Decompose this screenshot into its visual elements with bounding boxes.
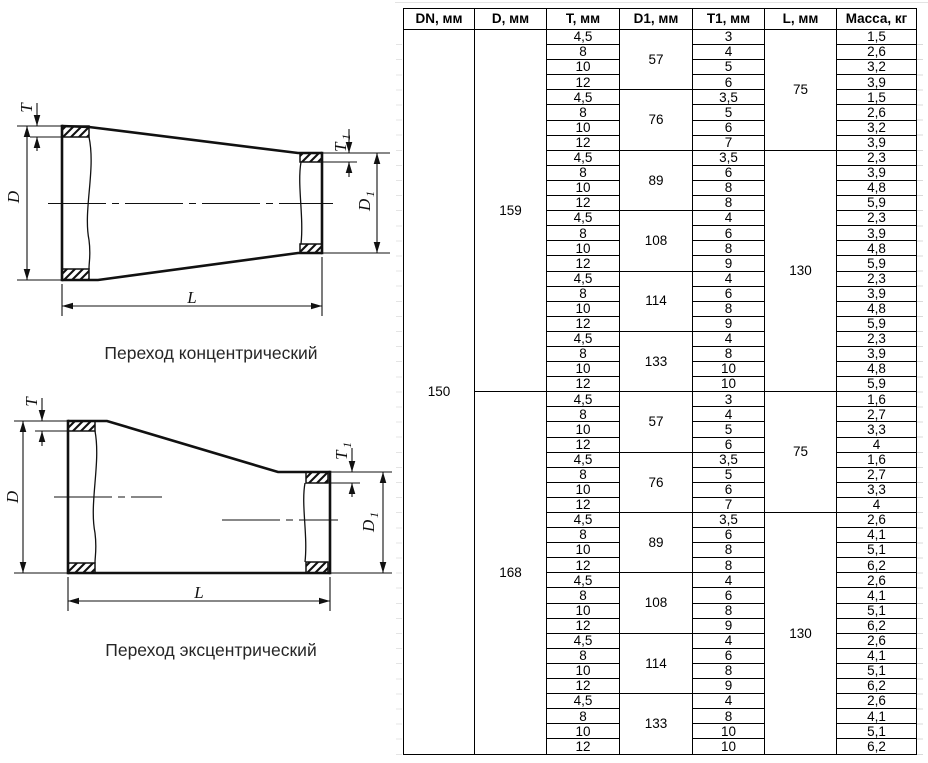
cell-t: 4,5 [547,211,620,226]
cell-t1: 8 [693,663,765,678]
cell-mass: 3,9 [837,75,917,90]
cell-mass: 6,2 [837,618,917,633]
dimensions-table [403,8,917,755]
spreadsheet-gridline [396,30,402,756]
cell-mass: 3,3 [837,482,917,497]
cell-t1: 5 [693,105,765,120]
cell-t1: 8 [693,709,765,724]
cell-t1: 4 [693,271,765,286]
cell-d1: 133 [620,694,693,754]
cell-mass: 1,6 [837,392,917,407]
cell-mass: 2,6 [837,573,917,588]
svg-text:1: 1 [339,134,353,140]
cell-t: 12 [547,739,620,754]
cell-t: 8 [547,45,620,60]
cell-t1: 3,5 [693,513,765,528]
cell-mass: 3,9 [837,135,917,150]
cell-mass: 3,9 [837,346,917,361]
cell-t: 4,5 [547,392,620,407]
cell-t: 12 [547,256,620,271]
cell-t: 4,5 [547,694,620,709]
svg-text:T: T [332,450,351,460]
cell-t: 8 [547,709,620,724]
cell-mass: 5,1 [837,603,917,618]
cell-t1: 6 [693,75,765,90]
column-header: L, мм [765,9,837,30]
cell-t1: 6 [693,528,765,543]
cell-d1: 57 [620,392,693,452]
cell-t1: 8 [693,301,765,316]
dim-label-d1 [359,512,381,533]
cell-mass: 2,6 [837,513,917,528]
concentric-reducer-drawing [4,102,390,316]
cell-mass: 1,6 [837,452,917,467]
column-header: D, мм [475,9,547,30]
cell-t: 10 [547,603,620,618]
cell-t: 12 [547,196,620,211]
cell-t: 10 [547,180,620,195]
cell-l: 75 [765,392,837,513]
weld-hatch [300,244,322,253]
dim-label-t1 [332,442,354,460]
cell-t1: 5 [693,422,765,437]
table-header-row [404,9,917,30]
cell-t1: 8 [693,558,765,573]
cell-t: 12 [547,135,620,150]
cell-d1: 89 [620,150,693,210]
cell-t: 12 [547,558,620,573]
cell-t1: 8 [693,543,765,558]
cell-t: 10 [547,724,620,739]
cell-t: 12 [547,437,620,452]
cell-t: 12 [547,75,620,90]
cell-t1: 6 [693,165,765,180]
dim-label-d [4,190,23,204]
cell-t1: 10 [693,739,765,754]
cell-t1: 8 [693,603,765,618]
svg-text:D: D [4,190,23,204]
cell-d1: 76 [620,452,693,512]
cell-t: 8 [547,407,620,422]
column-header: DN, мм [404,9,475,30]
cell-mass: 4 [837,437,917,452]
cell-l: 75 [765,30,837,151]
spreadsheet-gridline [395,2,928,3]
cell-t: 8 [547,467,620,482]
svg-text:1: 1 [363,191,377,197]
dim-label-l: L [187,288,197,307]
cell-mass: 3,9 [837,286,917,301]
cell-mass: 4,1 [837,709,917,724]
cell-t: 8 [547,286,620,301]
cell-mass: 4,8 [837,362,917,377]
cell-t1: 10 [693,724,765,739]
cell-t: 10 [547,60,620,75]
cell-t: 4,5 [547,513,620,528]
break-line [304,483,306,562]
cell-t: 10 [547,301,620,316]
cell-t1: 3,5 [693,150,765,165]
cell-mass: 5,1 [837,663,917,678]
svg-text:T: T [22,397,41,407]
cell-t1: 7 [693,497,765,512]
cell-t: 10 [547,362,620,377]
column-header: D1, мм [620,9,693,30]
cell-mass: 4,1 [837,648,917,663]
cell-t: 4,5 [547,150,620,165]
cell-t: 4,5 [547,331,620,346]
cell-mass: 4,8 [837,241,917,256]
column-header: T, мм [547,9,620,30]
cell-t: 4,5 [547,30,620,45]
cell-d1: 108 [620,211,693,271]
cell-mass: 6,2 [837,679,917,694]
cell-dn: 150 [404,30,475,755]
cell-mass: 3,3 [837,422,917,437]
cell-t1: 9 [693,256,765,271]
spreadsheet-gridline [917,30,923,756]
cell-d1: 133 [620,331,693,391]
cell-mass: 4,8 [837,180,917,195]
cell-mass: 4,1 [837,588,917,603]
cell-t: 8 [547,105,620,120]
weld-hatch [68,563,95,573]
cell-d1: 76 [620,90,693,150]
cell-t1: 3,5 [693,452,765,467]
cell-mass: 5,9 [837,196,917,211]
cell-t: 8 [547,165,620,180]
caption-eccentric: Переход эксцентрический [105,640,317,660]
cell-t: 8 [547,226,620,241]
cell-mass: 5,9 [837,256,917,271]
cell-t1: 6 [693,482,765,497]
svg-text:D: D [359,519,378,532]
cell-t1: 8 [693,196,765,211]
cell-mass: 2,6 [837,633,917,648]
cell-d1: 108 [620,573,693,633]
cell-mass: 5,1 [837,724,917,739]
table-body [404,30,917,755]
cell-mass: 3,2 [837,120,917,135]
cell-t1: 3 [693,392,765,407]
cell-mass: 1,5 [837,30,917,45]
dim-label-t [17,102,36,113]
cell-mass: 2,3 [837,150,917,165]
svg-text:D: D [3,490,22,504]
cell-t: 10 [547,482,620,497]
cell-mass: 3,9 [837,165,917,180]
table-row [404,392,917,407]
cell-t1: 6 [693,286,765,301]
cell-mass: 2,3 [837,271,917,286]
cell-t1: 10 [693,362,765,377]
cell-mass: 6,2 [837,558,917,573]
weld-hatch [62,269,89,280]
cell-t1: 9 [693,679,765,694]
eccentric-reducer-drawing [3,396,392,611]
cell-mass: 4,8 [837,301,917,316]
cell-mass: 2,3 [837,211,917,226]
cell-t: 4,5 [547,573,620,588]
cell-t: 12 [547,618,620,633]
cell-t1: 8 [693,180,765,195]
cell-d1: 89 [620,513,693,573]
cell-mass: 2,7 [837,467,917,482]
cell-t1: 6 [693,437,765,452]
table-row [404,30,917,45]
cell-d: 159 [475,30,547,392]
cell-t1: 4 [693,211,765,226]
cell-mass: 3,9 [837,226,917,241]
weld-hatch [62,126,89,137]
cell-t1: 4 [693,331,765,346]
svg-text:T: T [17,103,36,113]
cell-mass: 2,7 [837,407,917,422]
cell-mass: 6,2 [837,739,917,754]
cell-mass: 2,3 [837,331,917,346]
cell-t1: 9 [693,618,765,633]
cell-d: 168 [475,392,547,754]
cell-mass: 2,6 [837,694,917,709]
cell-t1: 8 [693,241,765,256]
cell-mass: 2,6 [837,45,917,60]
cell-t1: 6 [693,120,765,135]
cell-mass: 4,1 [837,528,917,543]
dim-label-l: L [194,583,204,602]
cell-t: 8 [547,588,620,603]
cell-t1: 9 [693,316,765,331]
cell-mass: 2,6 [837,105,917,120]
cell-t1: 4 [693,573,765,588]
cell-d1: 114 [620,633,693,693]
cell-t: 12 [547,497,620,512]
cell-t: 12 [547,679,620,694]
cell-t1: 7 [693,135,765,150]
cell-t1: 5 [693,60,765,75]
cell-t1: 3 [693,30,765,45]
cell-t: 4,5 [547,271,620,286]
column-header: T1, мм [693,9,765,30]
svg-text:T: T [331,142,350,152]
cell-mass: 5,9 [837,377,917,392]
cell-mass: 5,1 [837,543,917,558]
cell-l: 130 [765,513,837,755]
cell-t1: 4 [693,694,765,709]
cell-t1: 3,5 [693,90,765,105]
svg-text:1: 1 [340,442,354,448]
cell-t1: 8 [693,346,765,361]
dim-label-t1 [331,134,353,152]
cell-t1: 4 [693,45,765,60]
dimensions-table-wrap [403,8,917,755]
cell-t: 8 [547,648,620,663]
cell-t1: 4 [693,633,765,648]
cell-mass: 3,2 [837,60,917,75]
cell-t: 8 [547,528,620,543]
weld-hatch [306,562,328,573]
weld-hatch [300,153,322,162]
cell-t: 10 [547,422,620,437]
cell-mass: 4 [837,497,917,512]
cell-t: 8 [547,346,620,361]
column-header: Масса, кг [837,9,917,30]
cell-t: 4,5 [547,90,620,105]
cell-t: 4,5 [547,452,620,467]
cell-l: 130 [765,150,837,392]
cell-t1: 10 [693,377,765,392]
caption-concentric: Переход концентрический [104,343,318,363]
cell-t1: 6 [693,648,765,663]
weld-hatch [68,421,95,431]
cell-t: 10 [547,543,620,558]
dim-label-d [3,490,22,504]
cell-t: 10 [547,120,620,135]
cell-t1: 6 [693,588,765,603]
cell-d1: 114 [620,271,693,331]
dim-label-t [22,396,41,407]
cell-t1: 6 [693,226,765,241]
cell-t: 12 [547,377,620,392]
cell-t: 4,5 [547,633,620,648]
cell-d1: 57 [620,30,693,90]
cell-mass: 5,9 [837,316,917,331]
cell-t1: 5 [693,467,765,482]
cell-t: 12 [547,316,620,331]
svg-text:D: D [355,198,374,211]
dim-label-d1 [355,191,377,212]
cell-t1: 4 [693,407,765,422]
cell-mass: 1,5 [837,90,917,105]
cell-t: 10 [547,663,620,678]
weld-hatch [306,472,328,483]
svg-text:1: 1 [367,512,381,518]
cell-t: 10 [547,241,620,256]
